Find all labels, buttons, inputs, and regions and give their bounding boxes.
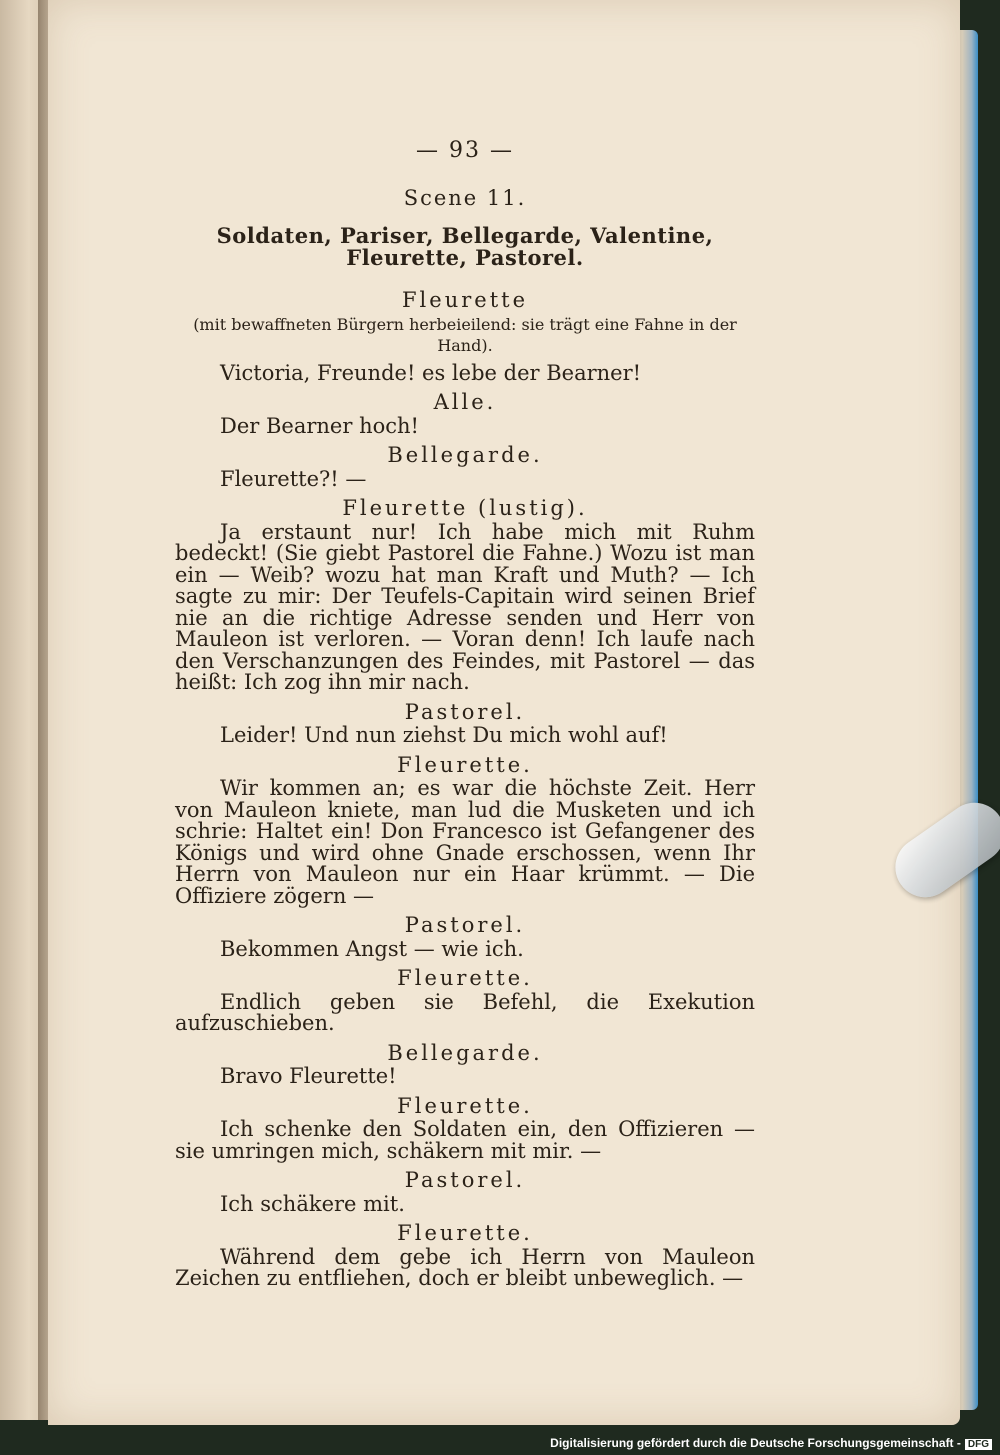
dialogue-block	[175, 290, 755, 384]
scene-title: Scene 11.	[403, 185, 527, 210]
speech-text: Bekommen Angst — wie ich.	[220, 936, 524, 961]
stage-direction: (mit bewaffneten Bürgern herbeieilend: sie trägt eine Fahne in der Hand).	[193, 314, 737, 355]
speech-text: Bravo Fleurette!	[220, 1064, 397, 1088]
speech-text: Fleurette?! —	[220, 466, 367, 491]
dialogue-block	[175, 392, 755, 437]
speaker-name: Fleurette (lustig).	[342, 496, 588, 520]
footer-text: Digitalisierung gefördert durch die Deutsche Forschungsgemeinschaft -	[550, 1436, 961, 1450]
dfg-logo: DFG	[965, 1439, 992, 1450]
page-number: — 93 —	[416, 138, 514, 163]
dialogue-block	[175, 498, 755, 694]
dialogue-block	[175, 699, 755, 747]
speech-text: Während dem gebe ich Herrn von Mauleon Zeichen zu entfliehen, doch er bleibt unbeweglich. —	[175, 1244, 755, 1290]
dialogue-block	[175, 1223, 755, 1290]
speaker-name: Bellegarde.	[387, 1040, 543, 1065]
page-text	[175, 140, 755, 1298]
speech-text: Der Bearner hoch!	[220, 413, 419, 438]
dialogue-block	[175, 445, 755, 490]
speaker-name: Alle.	[433, 390, 497, 414]
speech-text: Leider! Und nun ziehst Du mich wohl auf!	[220, 723, 668, 747]
speech-text: Ich schäkere mit.	[220, 1191, 405, 1216]
dfg-footer	[550, 1436, 992, 1450]
dialogue-block	[175, 915, 755, 960]
dialogue-block	[175, 968, 755, 1035]
speaker-name: Fleurette.	[397, 1221, 533, 1245]
speaker-name: Bellegarde.	[387, 443, 543, 467]
dialogue-block	[175, 1170, 755, 1215]
speaker-name: Fleurette.	[397, 1093, 533, 1118]
dialogue-block	[175, 1093, 755, 1163]
speech-text: Ja erstaunt nur! Ich habe mich mit Ruhm bedeckt! (Sie giebt Pastorel die Fahne.) Wozu ist man ein — Weib? wozu hat man Kraft und Muth? — Ich sagte zu mir: Der Teufels-Capitain wird seinen Brief nie an die richtige Adresse senden und Herr von Mauleon ist verloren. — Voran denn! Ich laufe nach den Verschanzungen des Feindes, mit Pastorel — das heißt: Ich zog ihn mir nach.	[175, 519, 755, 694]
speech-text: Victoria, Freunde! es lebe der Bearner!	[220, 360, 642, 385]
speaker-name: Pastorel.	[404, 1168, 526, 1192]
speaker-name: Fleurette	[401, 288, 528, 312]
speech-text: Wir kommen an; es war die höchste Zeit. Herr von Mauleon kniete, man lud die Musketen und ich schrie: Haltet ein! Don Francesco ist Gefangener des Königs und wird ohne Gnade erschossen, wenn Ihr Herrn von Mauleon nur ein Haar krümmt. — Die Offiziere zögern —	[175, 776, 755, 908]
speaker-name: Fleurette.	[397, 752, 533, 777]
speaker-name: Pastorel.	[404, 913, 526, 937]
speaker-name: Fleurette.	[397, 966, 533, 990]
speech-text: Ich schenke den Soldaten ein, den Offizieren — sie umringen mich, schäkern mit mir. —	[175, 1117, 755, 1163]
speech-text: Endlich geben sie Befehl, die Exekution aufzuschieben.	[175, 989, 755, 1035]
dialogue-block	[175, 752, 755, 908]
cast-list: Soldaten, Pariser, Bellegarde, Valentine, Fleurette, Pastorel.	[216, 223, 714, 270]
speaker-name: Pastorel.	[404, 699, 526, 724]
dialogue-block	[175, 1040, 755, 1088]
